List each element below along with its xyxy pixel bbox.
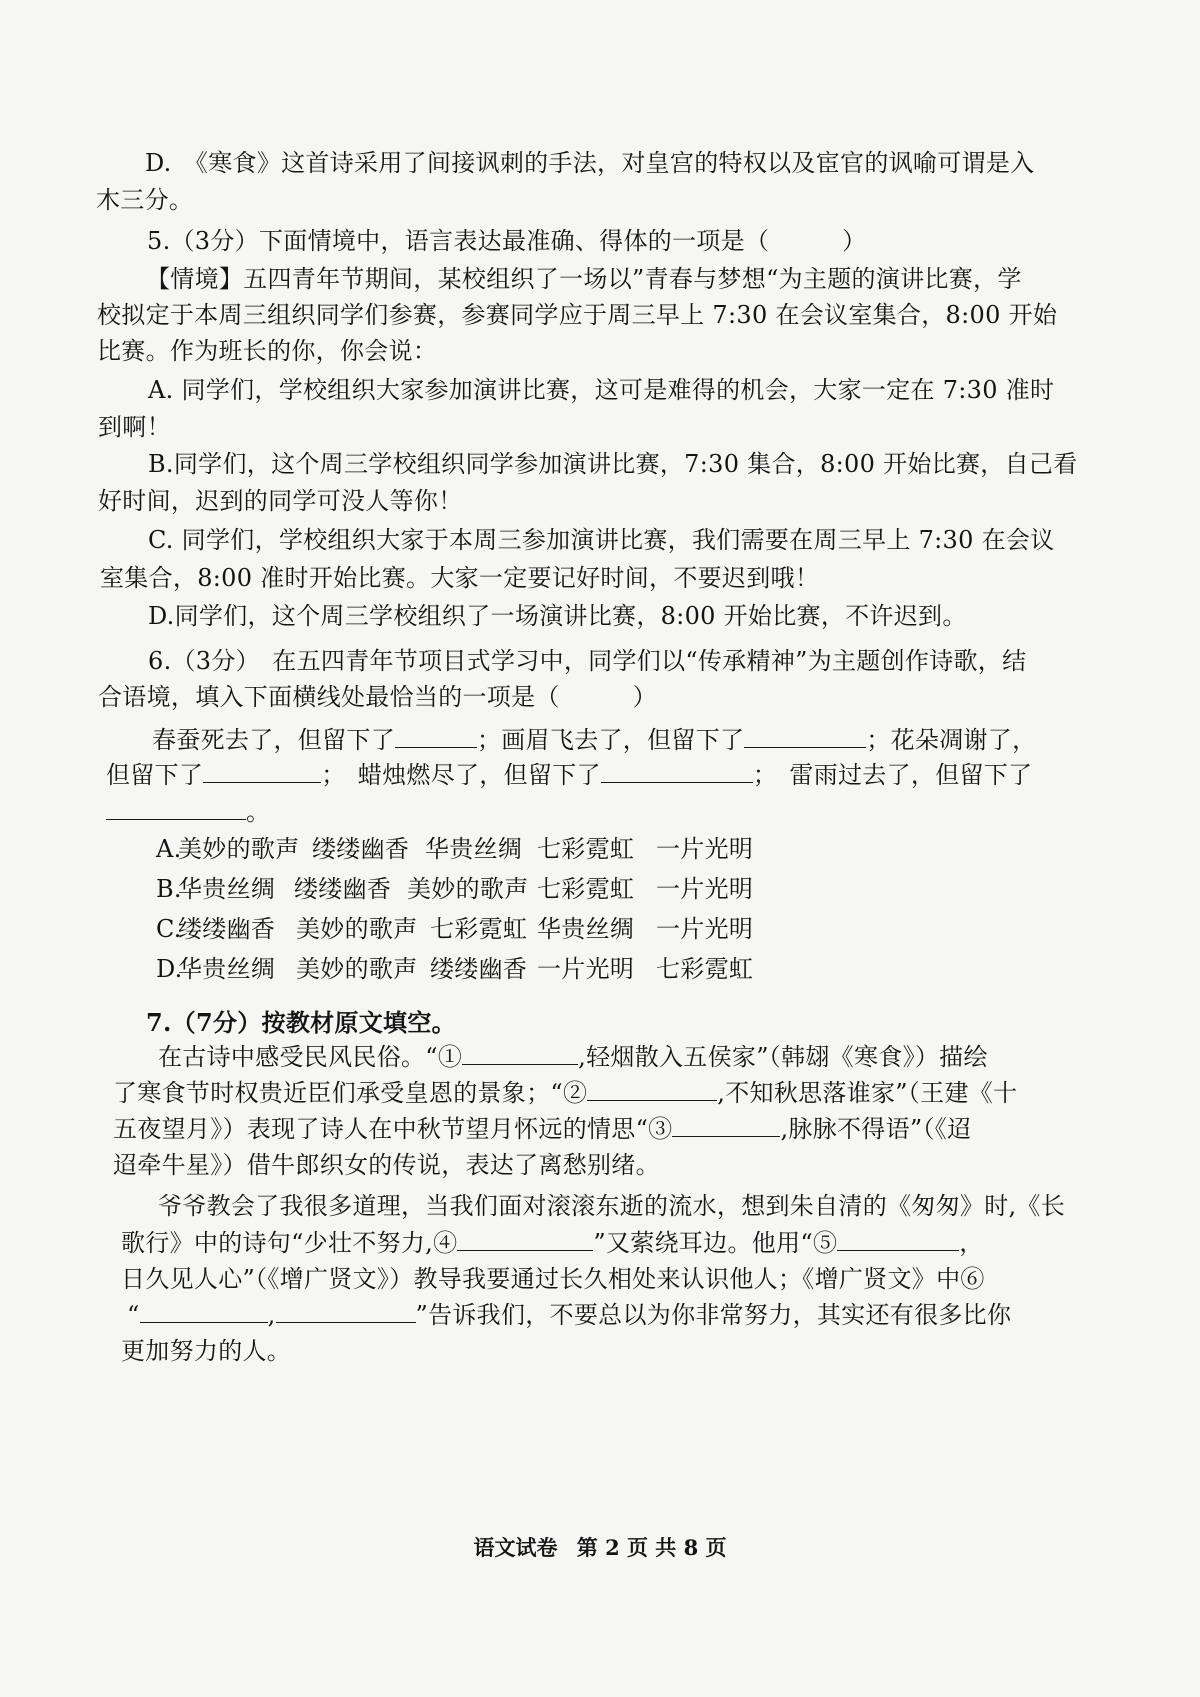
answer-blank[interactable] — [601, 760, 753, 783]
q6-option-label: B. — [156, 875, 182, 903]
q6-poem-line1 — [152, 723, 1036, 757]
q5-option-d: D.同学们，这个周三学校组织了一场演讲比赛，8:00 开始比赛，不许迟到。 — [148, 602, 967, 630]
q6-option-item: 华贵丝绸 — [178, 955, 276, 983]
poem-text: 春蚕死去了，但留下了 — [152, 726, 395, 754]
q6-option-item: 缕缕幽香 — [178, 915, 276, 943]
q6-stem-line2: 合语境，填入下面横线处最恰当的一项是（ ） — [98, 683, 657, 711]
text: 了寒食节时权贵近臣们承受皇恩的景象；“② — [113, 1079, 588, 1107]
poem-text: ；花朵凋谢了， — [866, 726, 1037, 754]
q6-option-item: 美妙的歌声 — [407, 875, 529, 903]
footer-subject: 语文试卷 — [473, 1535, 558, 1560]
q6-option-item: 缕缕幽香 — [430, 955, 528, 983]
text: 五夜望月》）表现了诗人在中秋节望月怀远的情思“③ — [113, 1115, 673, 1143]
answer-blank[interactable] — [276, 1300, 416, 1323]
q6-option-item: 华贵丝绸 — [178, 875, 276, 903]
q6-option-label: A. — [156, 835, 182, 863]
answer-blank[interactable] — [587, 1078, 717, 1101]
poem-text: ； 雷雨过去了，但留下了 — [752, 761, 1033, 789]
poem-text: ；画眉飞去了，但留下了 — [477, 726, 745, 754]
q4-option-d-line1: D. 《寒食》这首诗采用了间接讽刺的手法，对皇宫的特权以及宦官的讽喻可谓是入 — [145, 149, 1035, 177]
q6-option-item: 七彩霓虹 — [430, 915, 528, 943]
poem-text: 但留下了 — [106, 761, 204, 789]
q7-para1-line2 — [113, 1076, 1017, 1110]
q7-para1-line3 — [113, 1112, 971, 1146]
text: ， — [959, 1229, 984, 1257]
answer-blank[interactable] — [395, 725, 477, 748]
page-footer — [0, 1532, 1200, 1562]
q5-option-a-line1: A. 同学们，学校组织大家参加演讲比赛，这可是难得的机会，大家一定在 7:30 准时 — [148, 376, 1055, 404]
answer-blank[interactable] — [672, 1114, 780, 1137]
q6-option-item: 一片光明 — [656, 915, 754, 943]
q6-option-item: 七彩霓虹 — [656, 955, 754, 983]
text: , — [267, 1301, 276, 1329]
q6-stem-line1: 6.（3分） 在五四青年节项目式学习中，同学们以“传承精神”为主题创作诗歌，结 — [148, 647, 1027, 675]
q6-option-item: 一片光明 — [656, 875, 754, 903]
answer-blank[interactable] — [462, 1042, 578, 1065]
text: ,不知秋思落谁家”（王建《十 — [717, 1079, 1018, 1107]
q5-context-line1: 【情境】五四青年节期间，某校组织了一场以”青春与梦想“为主题的演讲比赛，学 — [146, 265, 1022, 293]
text: 歌行》中的诗句“少壮不努力,④ — [121, 1229, 458, 1257]
answer-blank[interactable] — [106, 797, 246, 820]
q6-option-item: 美妙的歌声 — [296, 955, 418, 983]
footer-page-number: 第 2 页 共 8 页 — [576, 1535, 727, 1560]
q5-option-c-line2: 室集合，8:00 准时开始比赛。大家一定要记好时间，不要迟到哦！ — [100, 564, 820, 592]
text: ”告诉我们，不要总以为你非常努力，其实还有很多比你 — [415, 1301, 1012, 1329]
q6-option-item: 一片光明 — [656, 835, 754, 863]
q6-option-item: 美妙的歌声 — [296, 915, 418, 943]
q7-para2-line1: 爷爷教会了我很多道理，当我们面对滚滚东逝的流水，想到朱自清的《匆匆》时,《长 — [158, 1192, 1066, 1220]
answer-blank[interactable] — [837, 1228, 959, 1251]
q6-option-item: 七彩霓虹 — [537, 835, 635, 863]
q7-para2-line4 — [127, 1298, 1011, 1332]
q4-option-d-line2: 木三分。 — [96, 186, 194, 214]
q6-option-item: 华贵丝绸 — [537, 915, 635, 943]
text: ,脉脉不得语”（《迢 — [780, 1115, 972, 1143]
q5-option-c-line1: C. 同学们，学校组织大家于本周三参加演讲比赛，我们需要在周三早上 7:30 在会议 — [148, 526, 1055, 554]
text: ”又萦绕耳边。他用“⑤ — [593, 1229, 838, 1257]
text: “ — [127, 1301, 140, 1329]
q5-context-line3: 比赛。作为班长的你，你会说： — [97, 337, 438, 365]
q6-poem-line2 — [106, 758, 1032, 792]
q7-para1-line4: 迢牵牛星》）借牛郎织女的传说，表达了离愁别绪。 — [113, 1151, 660, 1179]
q6-option-item: 一片光明 — [537, 955, 635, 983]
q6-option-item: 美妙的歌声 — [178, 835, 300, 863]
q7-para2-line2 — [121, 1226, 984, 1260]
poem-text: 。 — [246, 798, 271, 826]
q6-option-item: 七彩霓虹 — [537, 875, 635, 903]
answer-blank[interactable] — [457, 1228, 593, 1251]
q7-para1-line1 — [158, 1040, 988, 1074]
q5-option-a-line2: 到啊！ — [98, 413, 171, 441]
q7-para2-line5: 更加努力的人。 — [121, 1337, 292, 1365]
q5-stem: 5.（3分）下面情境中，语言表达最准确、得体的一项是（ ） — [147, 227, 867, 255]
q5-context-line2: 校拟定于本周三组织同学们参赛，参赛同学应于周三早上 7:30 在会议室集合，8:00 开始 — [97, 301, 1058, 329]
q7-para2-line3: 日久见人心”（《增广贤文》）教导我要通过长久相处来认识他人；《增广贤文》中⑥ — [121, 1265, 985, 1293]
answer-blank[interactable] — [140, 1300, 268, 1323]
q6-option-item: 缕缕幽香 — [312, 835, 410, 863]
q6-poem-line3 — [106, 795, 270, 829]
q6-option-label: C. — [156, 915, 182, 943]
q5-option-b-line1: B.同学们，这个周三学校组织同学参加演讲比赛，7:30 集合，8:00 开始比赛，自己看 — [148, 450, 1078, 478]
q6-option-item: 华贵丝绸 — [425, 835, 523, 863]
q5-option-b-line2: 好时间，迟到的同学可没人等你！ — [98, 487, 463, 515]
q6-option-item: 缕缕幽香 — [294, 875, 392, 903]
poem-text: ； 蜡烛燃尽了，但留下了 — [321, 761, 601, 789]
answer-blank[interactable] — [744, 725, 866, 748]
q7-stem: 7.（7分）按教材原文填空。 — [146, 1008, 456, 1037]
q6-option-label: D. — [156, 955, 183, 983]
answer-blank[interactable] — [203, 760, 321, 783]
text: ,轻烟散入五侯家”（韩翃《寒食》）描绘 — [578, 1043, 988, 1071]
text: 在古诗中感受民风民俗。“① — [158, 1043, 463, 1071]
